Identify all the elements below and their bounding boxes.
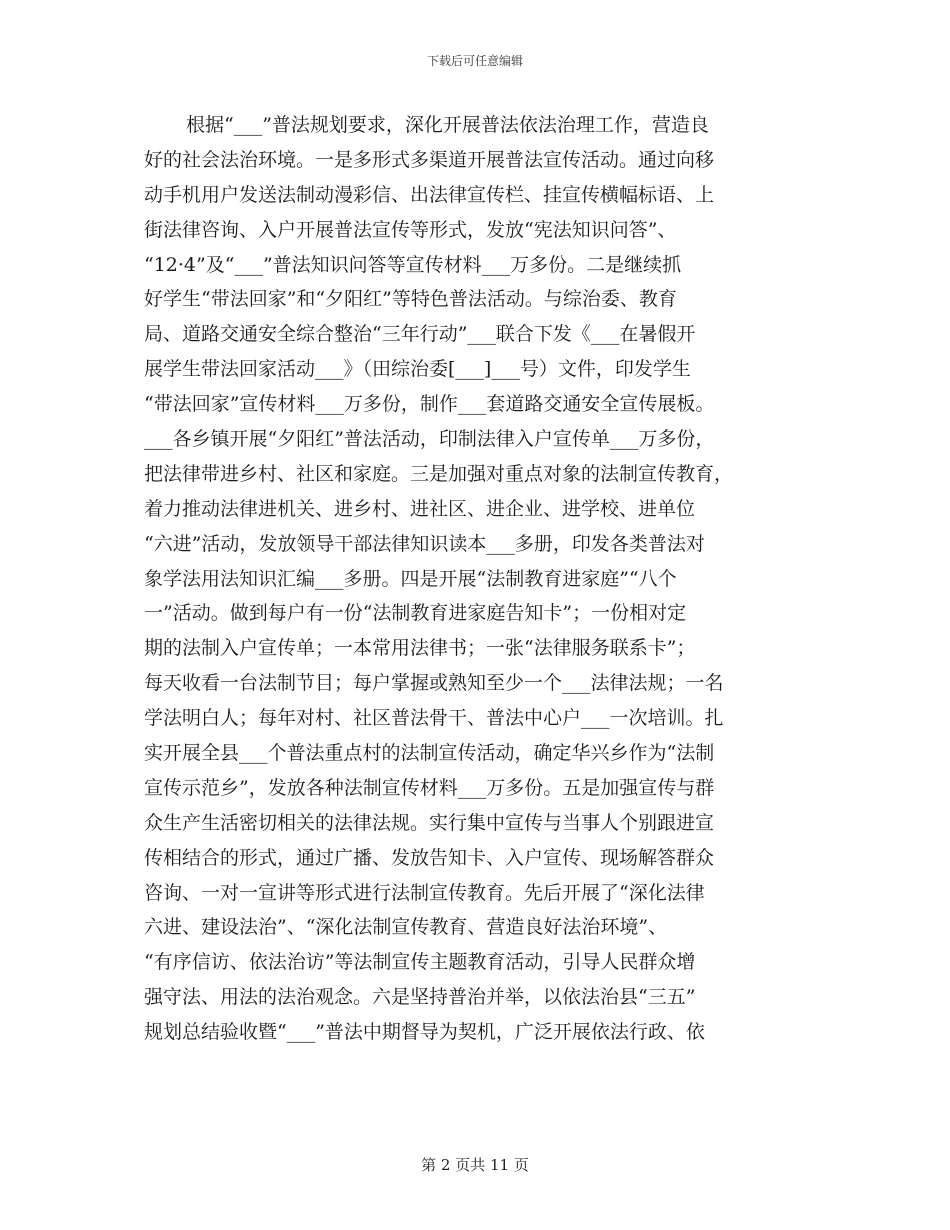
header-note: 下载后可任意编辑 xyxy=(426,54,523,68)
text-line: 好学生“带法回家”和“夕阳红”等特色普法活动。与综治委、教育 xyxy=(144,288,677,311)
text-line: 把法律带进乡村、社区和家庭。三是加强对重点对象的法制宣传教育， xyxy=(144,462,734,485)
text-line: 学法明白人；每年对村、社区普法骨干、普法中心户___一次培训。扎 xyxy=(144,707,724,730)
text-line: 每天收看一台法制节目；每户掌握或熟知至少一个___法律法规；一名 xyxy=(144,672,724,695)
text-line: 街法律咨询、入户开展普法宣传等形式，发放“宪法知识问答”、 xyxy=(144,218,677,241)
text-line: 众生产生活密切相关的法律法规。实行集中宣传与当事人个别跟进宣 xyxy=(144,811,715,834)
text-line: ___各乡镇开展“夕阳红”普法活动，印制法律入户宣传单___万多份， xyxy=(144,428,715,451)
text-line: 宣传示范乡”，发放各种法制宣传材料___万多份。五是加强宣传与群 xyxy=(144,776,715,799)
text-line: 局、道路交通安全综合整治“三年行动”___联合下发《___在暑假开 xyxy=(144,323,696,346)
text-line: 六进、建设法治”、“深化法制宣传教育、营造良好法治环境”、 xyxy=(144,916,668,939)
page-indicator: 第 2 页共 11 页 xyxy=(421,1156,529,1174)
text-line: 期的法制入户宣传单；一本常用法律书；一张“法律服务联系卡”； xyxy=(144,637,696,660)
text-line: “六进”活动，发放领导干部法律知识读本___多册，印发各类普法对 xyxy=(144,532,705,555)
document-body xyxy=(144,108,806,1050)
text-line: “12·4”及“___”普法知识问答等宣传材料___万多份。二是继续抓 xyxy=(144,253,682,276)
text-line: “带法回家”宣传材料___万多份，制作___套道路交通安全宣传展板。 xyxy=(144,393,715,416)
text-line: 实开展全县___个普法重点村的法制宣传活动，确定华兴乡作为“法制 xyxy=(144,742,715,765)
text-line: 强守法、用法的法治观念。六是坚持普治并举，以依法治县“三五” xyxy=(144,986,696,1009)
text-line: 着力推动法律进机关、进乡村、进社区、进企业、进学校、进单位 xyxy=(144,497,696,520)
text-line: 象学法用法知识汇编___多册。四是开展“法制教育进家庭”“八个 xyxy=(144,567,677,590)
text-line: 展学生带法回家活动___》（田综治委[___]___号）文件，印发学生 xyxy=(144,358,691,381)
text-line: 传相结合的形式，通过广播、发放告知卡、入户宣传、现场解答群众 xyxy=(144,846,715,869)
text-line: 根据“___”普法规划要求，深化开展普法依法治理工作，营造良 xyxy=(186,114,709,136)
text-line: 一”活动。做到每户有一份“法制教育进家庭告知卡”；一份相对定 xyxy=(144,602,687,625)
text-line: “有序信访、依法治访”等法制宣传主题教育活动，引导人民群众增 xyxy=(144,951,696,974)
text-line: 好的社会法治环境。一是多形式多渠道开展普法宣传活动。通过向移 xyxy=(144,148,715,171)
text-line: 动手机用户发送法制动漫彩信、出法律宣传栏、挂宣传横幅标语、上 xyxy=(144,183,715,206)
text-line: 咨询、一对一宣讲等形式进行法制宣传教育。先后开展了“深化法律 xyxy=(144,881,705,904)
text-line: 规划总结验收暨“___”普法中期督导为契机，广泛开展依法行政、依 xyxy=(144,1021,705,1044)
